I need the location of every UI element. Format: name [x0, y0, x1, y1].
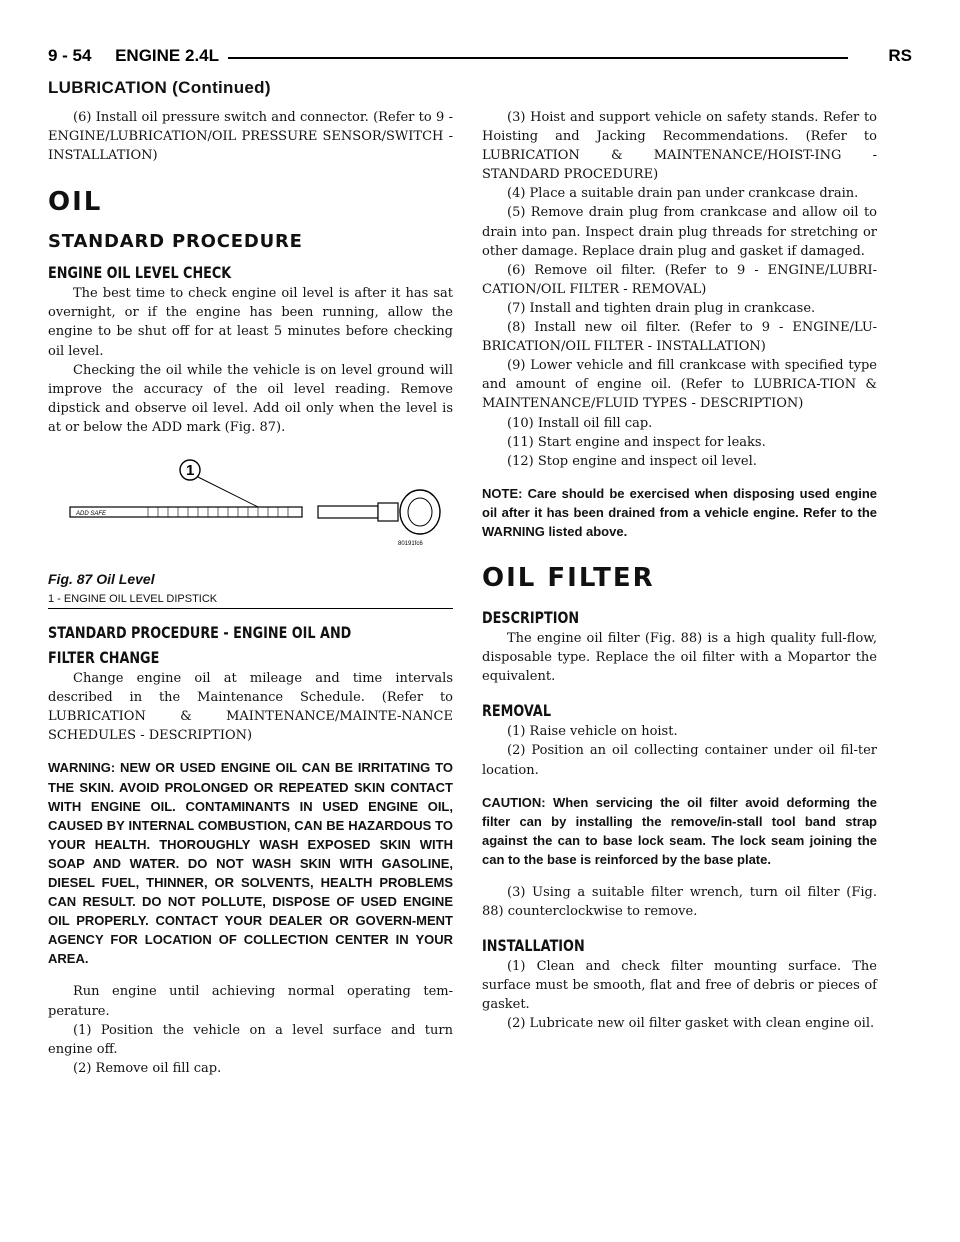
heading-oil-filter-change-1: STANDARD PROCEDURE - ENGINE OIL AND — [48, 623, 352, 643]
heading-oil-filter: OIL FILTER — [482, 563, 655, 594]
figure-legend: 1 - ENGINE OIL LEVEL DIPSTICK — [48, 593, 218, 606]
heading-description: DESCRIPTION — [482, 608, 580, 628]
removal-step-1: (1) Raise vehicle on hoist. — [507, 724, 678, 740]
heading-removal: REMOVAL — [482, 701, 551, 721]
warning-text: WARNING: NEW OR USED ENGINE OIL CAN BE IRRITATING TO THE SKIN. AVOID PROLONGED OR REPEATED SKIN CONTACT WITH ENGINE OIL. CONTAMINANTS IN USED ENGINE OIL, CAUSED BY INTERNAL COMBUSTION, CAN BE HAZARDOUS TO YOUR HEALTH. THOROUGHLY WASH EXPOSED SKIN WITH SOAP AND WATER. DO NOT WASH SKIN WITH GASOLINE, DIESEL FUEL, THINNER, OR SOLVENTS, HEALTH PROBLEMS CAN RESULT. DO NOT POLLUTE, DISPOSE OF USED ENGINE OIL PROPERLY. CONTACT YOUR DEALER OR GOVERN-MENT AGENCY FOR LOCATION OF COLLECTION CENTER IN YOUR AREA. — [48, 760, 453, 967]
heading-oil-level-check: ENGINE OIL LEVEL CHECK — [48, 263, 232, 283]
step-5: (5) Remove drain plug from crankcase and allow oil to drain into pan. Inspect drain plug threads for stretching or other damage. Replace drain plug and gasket if damaged. — [482, 205, 877, 259]
left-column — [48, 108, 453, 1078]
figure-callout-1: 1 — [186, 462, 195, 480]
step-4: (4) Place a suitable drain pan under crankcase drain. — [507, 186, 859, 202]
step-2: (2) Remove oil fill cap. — [73, 1060, 222, 1076]
header-rule — [228, 57, 848, 59]
removal-step-3: (3) Using a suitable filter wrench, turn oil filter (Fig. 88) counterclockwise to remove. — [482, 885, 877, 920]
step-8: (8) Install new oil filter. (Refer to 9 - ENGINE/LU-BRICATION/OIL FILTER - INSTALLATION) — [482, 320, 877, 355]
caution-text: CAUTION: When servicing the oil filter avoid deforming the filter can by installing the remove/in-stall tool band strap against the can to base lock seam. The lock seam joining the can to the base is reinforced by the base plate. — [482, 794, 877, 867]
step-3: (3) Hoist and support vehicle on safety stands. Refer to Hoisting and Jacking Recommendations. (Refer to LUBRICATION & MAINTENANCE/HOIST-ING - STANDARD PROCEDURE) — [482, 110, 877, 183]
section-continued-title: LUBRICATION (Continued) — [48, 78, 271, 97]
figure-code: 80191fc6 — [398, 541, 423, 548]
heading-oil: OIL — [48, 187, 103, 218]
step-11: (11) Start engine and inspect for leaks. — [507, 434, 766, 450]
step-9: (9) Lower vehicle and fill crankcase with specified type and amount of engine oil. (Refer to LUBRICA-TION & MAINTENANCE/FLUID TYPES - DESCRIPTION) — [482, 358, 877, 412]
install-step-2: (2) Lubricate new oil filter gasket with clean engine oil. — [507, 1016, 875, 1032]
intro-paragraph: (6) Install oil pressure switch and connector. (Refer to 9 - ENGINE/LUBRICATION/OIL PRESSURE SENSOR/SWITCH - INSTALLATION) — [48, 110, 453, 164]
page-header-left: 9 - 54 ENGINE 2.4L — [48, 46, 220, 65]
step-7: (7) Install and tighten drain plug in crankcase. — [507, 300, 816, 316]
step-10: (10) Install oil fill cap. — [507, 415, 653, 431]
callout-leader — [198, 477, 260, 508]
dipstick-illustration — [48, 453, 453, 573]
figure-caption: Fig. 87 Oil Level — [48, 571, 155, 588]
description-paragraph: The engine oil filter (Fig. 88) is a high quality full-flow, disposable type. Replace the oil filter with a Mopartor the equivalent. — [482, 631, 877, 685]
change-paragraph: Change engine oil at mileage and time intervals described in the Maintenance Schedule. (Refer to LUBRICATION & MAINTENANCE/MAINTE-NANCE SCHEDULES - DESCRIPTION) — [48, 671, 453, 744]
level-check-paragraph-1: The best time to check engine oil level is after it has sat overnight, or if the engine has been running, allow the engine to be shut off for at least 5 minutes before checking oil level. — [48, 286, 453, 359]
heading-standard-procedure: STANDARD PROCEDURE — [48, 231, 303, 253]
figure-rule — [48, 608, 453, 609]
step-12: (12) Stop engine and inspect oil level. — [507, 453, 757, 469]
run-engine-paragraph: Run engine until achieving normal operating tem-perature. — [48, 984, 453, 1019]
removal-step-2: (2) Position an oil collecting container under oil fil-ter location. — [482, 743, 877, 778]
step-6: (6) Remove oil filter. (Refer to 9 - ENGINE/LUBRI-CATION/OIL FILTER - REMOVAL) — [482, 262, 877, 297]
dipstick-marking: ADD SAFE — [76, 511, 107, 518]
install-step-1: (1) Clean and check filter mounting surface. The surface must be smooth, flat and free of debris or pieces of gasket. — [482, 959, 877, 1013]
note-text: NOTE: Care should be exercised when disposing used engine oil after it has been drained from a vehicle engine. Refer to the WARNING listed above. — [482, 485, 877, 539]
right-column — [482, 108, 877, 1034]
level-check-paragraph-2: Checking the oil while the vehicle is on level ground will improve the accuracy of the oil level reading. Remove dipstick and observe oil level. Add oil only when the level is at or below the ADD mark (Fig. 87). — [48, 362, 453, 435]
heading-oil-filter-change-2: FILTER CHANGE — [48, 648, 160, 668]
page-header-right: RS — [888, 46, 912, 65]
dipstick-tube — [318, 506, 378, 518]
dipstick-handle-inner — [408, 498, 432, 526]
dipstick-handle — [400, 490, 440, 534]
figure-87 — [48, 453, 453, 608]
step-1: (1) Position the vehicle on a level surface and turn engine off. — [48, 1022, 453, 1057]
dipstick-collar — [378, 503, 398, 521]
heading-installation: INSTALLATION — [482, 936, 585, 956]
